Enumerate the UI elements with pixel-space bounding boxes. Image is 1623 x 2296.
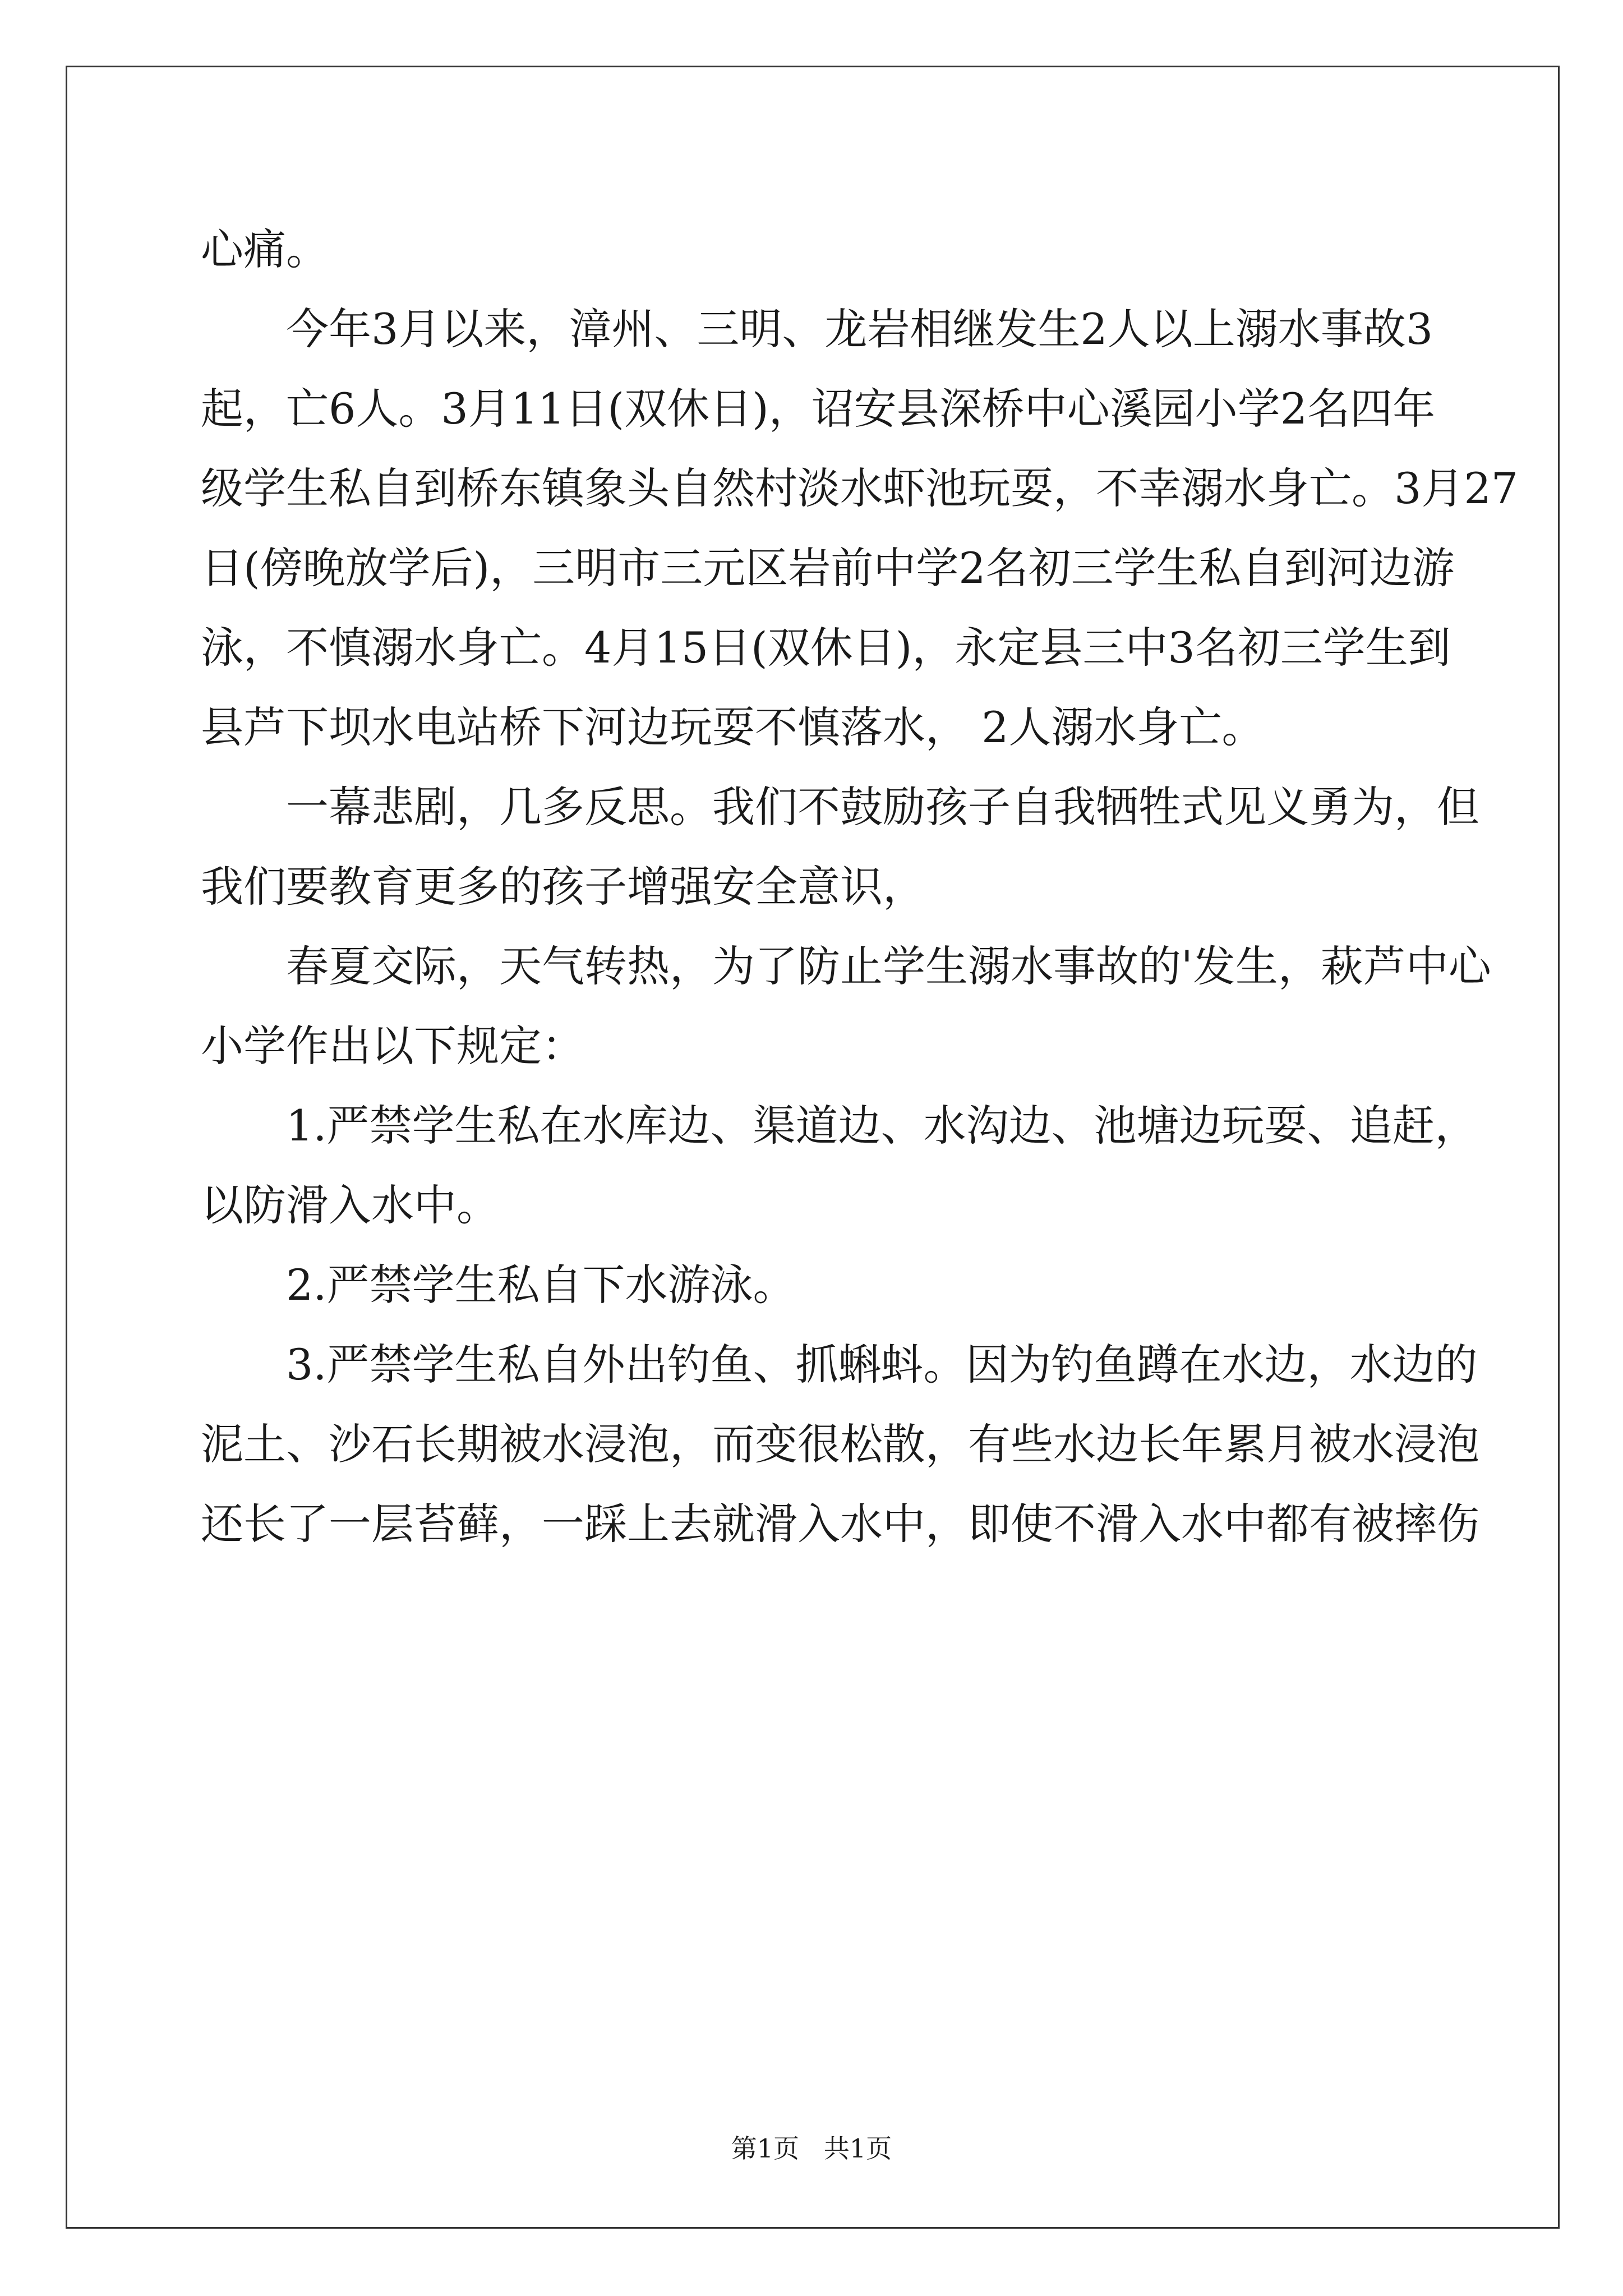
text-line: 一幕悲剧，几多反思。我们不鼓励孩子自我牺牲式见义勇为，但 (201, 782, 1479, 832)
text-line: 小学作出以下规定： (201, 1021, 584, 1071)
text-line: 以防滑入水中。 (201, 1180, 499, 1230)
page-number: 第1页 共1页 (731, 2133, 892, 2164)
text-line: 春夏交际，天气转热，为了防止学生溺水事故的'发生，萩芦中心 (201, 941, 1491, 991)
text-line: 心痛。 (201, 224, 329, 274)
text-line: 级学生私自到桥东镇象头自然村淡水虾池玩耍，不幸溺水身亡。3月27 (201, 463, 1519, 513)
text-line: 1.严禁学生私在水库边、渠道边、水沟边、池塘边玩耍、追赶， (201, 1101, 1478, 1151)
text-line: 3.严禁学生私自外出钓鱼、抓蝌蚪。因为钓鱼蹲在水边，水边的 (201, 1340, 1478, 1389)
text-line: 县芦下坝水电站桥下河边玩耍不慎落水， 2人溺水身亡。 (201, 702, 1265, 752)
text-line: 日(傍晚放学后)，三明市三元区岩前中学2名初三学生私自到河边游 (201, 543, 1455, 593)
text-line: 还长了一层苔藓，一踩上去就滑入水中，即使不滑入水中都有被摔伤 (201, 1499, 1479, 1549)
text-line: 泥土、沙石长期被水浸泡，而变很松散，有些水边长年累月被水浸泡 (201, 1419, 1479, 1469)
text-line: 我们要教育更多的孩子增强安全意识， (201, 862, 925, 912)
text-line: 2.严禁学生私自下水游泳。 (201, 1260, 796, 1310)
text-line: 起，亡6人。3月11日(双休日)，诏安县深桥中心溪园小学2名四年 (201, 384, 1436, 434)
text-line: 今年3月以来，漳州、三明、龙岩相继发生2人以上溺水事故3 (201, 304, 1433, 354)
text-line: 泳，不慎溺水身亡。4月15日(双休日)，永定县三中3名初三学生到 (201, 623, 1451, 673)
